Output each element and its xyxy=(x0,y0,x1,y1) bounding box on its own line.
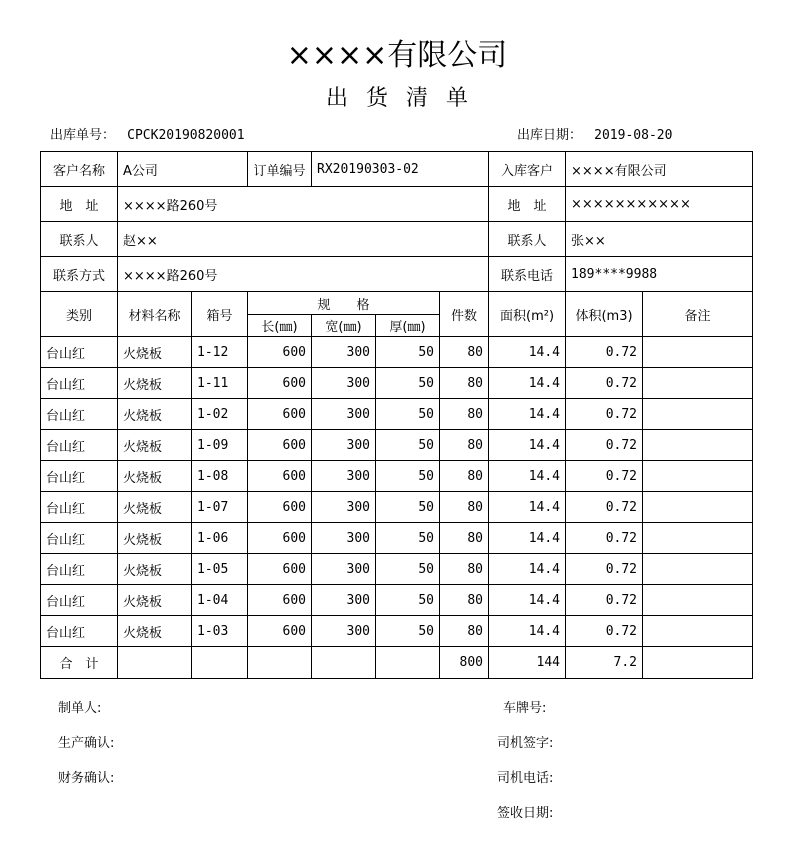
cell-material: 火烧板 xyxy=(118,585,192,616)
cell-thickness: 50 xyxy=(376,461,440,492)
cell-area: 14.4 xyxy=(489,430,566,461)
cell-count: 80 xyxy=(440,585,489,616)
cell-remark xyxy=(643,368,753,399)
cell-width: 300 xyxy=(312,523,376,554)
col-spec: 规 格 xyxy=(248,292,440,315)
cell-length: 600 xyxy=(248,554,312,585)
cell-thickness: 50 xyxy=(376,554,440,585)
cell-material: 火烧板 xyxy=(118,616,192,647)
cell-count: 80 xyxy=(440,616,489,647)
table-row xyxy=(41,368,753,399)
cell-volume: 0.72 xyxy=(566,337,643,368)
maker-label: 制单人: xyxy=(58,701,102,716)
receiver-label: 入库客户 xyxy=(489,152,566,187)
cell-category: 台山红 xyxy=(41,399,118,430)
table-row xyxy=(41,616,753,647)
cell-thickness: 50 xyxy=(376,492,440,523)
contact2-value: 张×× xyxy=(566,222,753,257)
cell-volume: 0.72 xyxy=(566,616,643,647)
table-row xyxy=(41,492,753,523)
item-rows xyxy=(41,337,753,647)
total-empty-width xyxy=(312,647,376,679)
cell-area: 14.4 xyxy=(489,337,566,368)
cell-count: 80 xyxy=(440,492,489,523)
cell-area: 14.4 xyxy=(489,523,566,554)
cell-material: 火烧板 xyxy=(118,368,192,399)
cell-length: 600 xyxy=(248,399,312,430)
cell-thickness: 50 xyxy=(376,337,440,368)
cell-count: 80 xyxy=(440,337,489,368)
cell-thickness: 50 xyxy=(376,430,440,461)
table-row xyxy=(41,337,753,368)
cell-length: 600 xyxy=(248,337,312,368)
customer-value: A公司 xyxy=(118,152,248,187)
cell-area: 14.4 xyxy=(489,368,566,399)
column-header-row xyxy=(41,292,753,315)
order-number-value: CPCK20190820001 xyxy=(127,128,245,143)
cell-volume: 0.72 xyxy=(566,554,643,585)
cell-box: 1-04 xyxy=(192,585,248,616)
cell-volume: 0.72 xyxy=(566,523,643,554)
cell-width: 300 xyxy=(312,554,376,585)
cell-width: 300 xyxy=(312,399,376,430)
table-row xyxy=(41,554,753,585)
cell-area: 14.4 xyxy=(489,616,566,647)
col-thickness: 厚(㎜) xyxy=(376,315,440,337)
cell-material: 火烧板 xyxy=(118,523,192,554)
col-material: 材料名称 xyxy=(118,292,192,337)
finance-confirm-label: 财务确认: xyxy=(58,771,115,786)
table-row xyxy=(41,399,753,430)
cell-material: 火烧板 xyxy=(118,337,192,368)
ship-date-value: 2019-08-20 xyxy=(594,128,673,143)
cell-remark xyxy=(643,399,753,430)
contact-method-value: ××××路260号 xyxy=(118,257,489,292)
cell-category: 台山红 xyxy=(41,337,118,368)
ship-date-label: 出库日期： xyxy=(517,128,583,143)
cell-count: 80 xyxy=(440,554,489,585)
cell-volume: 0.72 xyxy=(566,492,643,523)
cell-box: 1-09 xyxy=(192,430,248,461)
total-remark xyxy=(643,647,753,679)
col-length: 长(㎜) xyxy=(248,315,312,337)
cell-width: 300 xyxy=(312,430,376,461)
cell-thickness: 50 xyxy=(376,523,440,554)
order-code-label: 订单编号 xyxy=(248,152,312,187)
cell-width: 300 xyxy=(312,492,376,523)
company-title: ××××有限公司 xyxy=(286,38,508,73)
cell-thickness: 50 xyxy=(376,585,440,616)
info-row-contact xyxy=(41,222,753,257)
production-confirm-label: 生产确认: xyxy=(58,736,115,751)
cell-thickness: 50 xyxy=(376,368,440,399)
address-value: ××××路260号 xyxy=(118,187,489,222)
cell-volume: 0.72 xyxy=(566,399,643,430)
cell-length: 600 xyxy=(248,492,312,523)
total-empty-material xyxy=(118,647,192,679)
driver-signature-label: 司机签字: xyxy=(497,736,554,751)
cell-count: 80 xyxy=(440,399,489,430)
cell-width: 300 xyxy=(312,461,376,492)
address-label: 地 址 xyxy=(41,187,118,222)
cell-box: 1-12 xyxy=(192,337,248,368)
order-number-label: 出库单号： xyxy=(50,128,116,143)
cell-category: 台山红 xyxy=(41,461,118,492)
total-row xyxy=(41,647,753,679)
contact2-label: 联系人 xyxy=(489,222,566,257)
cell-remark xyxy=(643,492,753,523)
info-row-address xyxy=(41,187,753,222)
cell-category: 台山红 xyxy=(41,554,118,585)
cell-width: 300 xyxy=(312,337,376,368)
cell-remark xyxy=(643,585,753,616)
cell-category: 台山红 xyxy=(41,523,118,554)
total-count: 800 xyxy=(440,647,489,679)
info-row-method xyxy=(41,257,753,292)
contact-label: 联系人 xyxy=(41,222,118,257)
cell-count: 80 xyxy=(440,368,489,399)
cell-box: 1-08 xyxy=(192,461,248,492)
cell-width: 300 xyxy=(312,368,376,399)
phone-label: 联系电话 xyxy=(489,257,566,292)
cell-material: 火烧板 xyxy=(118,554,192,585)
total-empty-thickness xyxy=(376,647,440,679)
order-number-block xyxy=(50,127,245,145)
col-area: 面积(m²) xyxy=(489,292,566,337)
cell-count: 80 xyxy=(440,523,489,554)
cell-remark xyxy=(643,461,753,492)
cell-length: 600 xyxy=(248,523,312,554)
cell-box: 1-05 xyxy=(192,554,248,585)
cell-volume: 0.72 xyxy=(566,368,643,399)
cell-volume: 0.72 xyxy=(566,430,643,461)
total-area: 144 xyxy=(489,647,566,679)
cell-box: 1-06 xyxy=(192,523,248,554)
ship-date-block xyxy=(517,127,672,145)
shipment-table xyxy=(40,151,753,679)
cell-length: 600 xyxy=(248,616,312,647)
total-label: 合 计 xyxy=(41,647,118,679)
cell-area: 14.4 xyxy=(489,585,566,616)
table-row xyxy=(41,430,753,461)
info-row-customer xyxy=(41,152,753,187)
contact-method-label: 联系方式 xyxy=(41,257,118,292)
cell-material: 火烧板 xyxy=(118,399,192,430)
document-title: 出货清单 xyxy=(325,86,486,111)
col-volume: 体积(m3) xyxy=(566,292,643,337)
table-row xyxy=(41,461,753,492)
cell-area: 14.4 xyxy=(489,554,566,585)
cell-category: 台山红 xyxy=(41,492,118,523)
cell-box: 1-11 xyxy=(192,368,248,399)
col-width: 宽(㎜) xyxy=(312,315,376,337)
col-remark: 备注 xyxy=(643,292,753,337)
cell-category: 台山红 xyxy=(41,430,118,461)
cell-thickness: 50 xyxy=(376,616,440,647)
col-category: 类别 xyxy=(41,292,118,337)
col-box: 箱号 xyxy=(192,292,248,337)
cell-category: 台山红 xyxy=(41,368,118,399)
contact-value: 赵×× xyxy=(118,222,489,257)
cell-remark xyxy=(643,554,753,585)
cell-width: 300 xyxy=(312,616,376,647)
cell-volume: 0.72 xyxy=(566,461,643,492)
order-code-value: RX20190303-02 xyxy=(312,152,489,187)
cell-area: 14.4 xyxy=(489,461,566,492)
col-count: 件数 xyxy=(440,292,489,337)
cell-length: 600 xyxy=(248,430,312,461)
customer-label: 客户名称 xyxy=(41,152,118,187)
cell-remark xyxy=(643,616,753,647)
cell-volume: 0.72 xyxy=(566,585,643,616)
cell-remark xyxy=(643,337,753,368)
cell-length: 600 xyxy=(248,461,312,492)
total-empty-length xyxy=(248,647,312,679)
address2-label: 地 址 xyxy=(489,187,566,222)
cell-area: 14.4 xyxy=(489,399,566,430)
driver-phone-label: 司机电话: xyxy=(497,771,554,786)
cell-box: 1-02 xyxy=(192,399,248,430)
cell-material: 火烧板 xyxy=(118,492,192,523)
address2-value: ××××××××××× xyxy=(566,187,753,222)
cell-material: 火烧板 xyxy=(118,461,192,492)
cell-length: 600 xyxy=(248,368,312,399)
cell-material: 火烧板 xyxy=(118,430,192,461)
cell-length: 600 xyxy=(248,585,312,616)
total-empty-box xyxy=(192,647,248,679)
table-row xyxy=(41,585,753,616)
table-row xyxy=(41,523,753,554)
plate-number-label: 车牌号: xyxy=(503,701,547,716)
cell-category: 台山红 xyxy=(41,585,118,616)
sign-date-label: 签收日期: xyxy=(497,806,554,821)
cell-area: 14.4 xyxy=(489,492,566,523)
total-volume: 7.2 xyxy=(566,647,643,679)
cell-width: 300 xyxy=(312,585,376,616)
cell-remark xyxy=(643,430,753,461)
phone-value: 189****9988 xyxy=(566,257,753,292)
cell-thickness: 50 xyxy=(376,399,440,430)
cell-box: 1-03 xyxy=(192,616,248,647)
cell-remark xyxy=(643,523,753,554)
cell-count: 80 xyxy=(440,430,489,461)
receiver-value: ××××有限公司 xyxy=(566,152,753,187)
cell-box: 1-07 xyxy=(192,492,248,523)
cell-count: 80 xyxy=(440,461,489,492)
cell-category: 台山红 xyxy=(41,616,118,647)
